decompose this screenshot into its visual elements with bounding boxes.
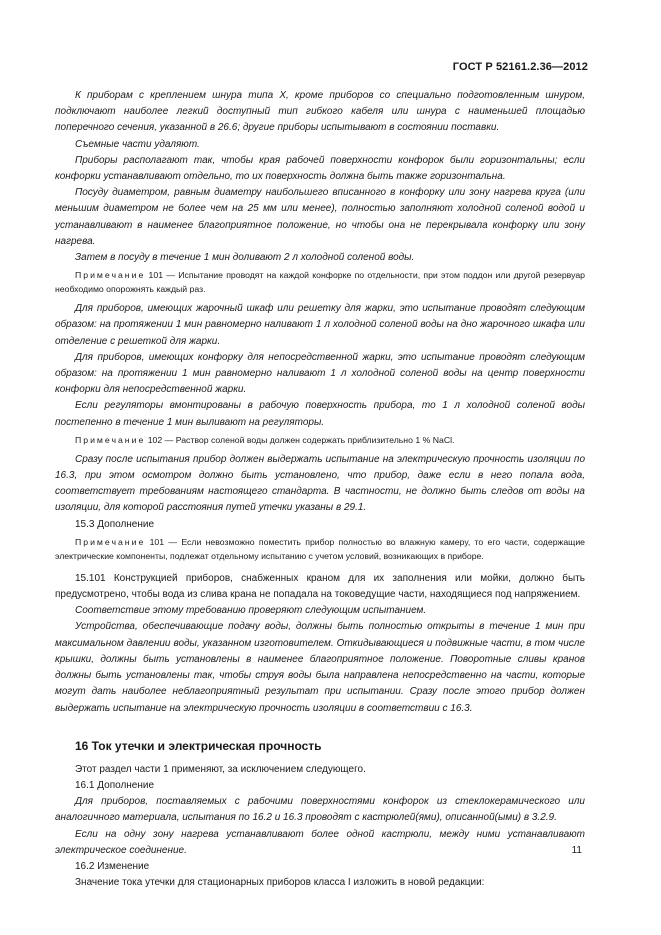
italic-paragraph: Если на одну зону нагрева устанавливают более одной кастрюли, между ними устанавливают электрическое соединение. bbox=[55, 828, 585, 856]
clause-paragraph: 15.101 Конструкцией приборов, снабженных краном для их заполнения или мойки, должно быть предусмотрено, чтобы вода из слива крана не попадала на токоведущие части, находящиеся под напряжением. bbox=[55, 572, 585, 601]
document-body bbox=[55, 88, 585, 891]
italic-paragraph: Соответствие этому требованию проверяют следующим испытанием. bbox=[75, 605, 427, 617]
section-heading: 16 Ток утечки и электрическая прочность bbox=[75, 738, 322, 753]
italic-paragraph: Съемные части удаляют. bbox=[75, 138, 200, 150]
note-label: Примечание bbox=[75, 270, 146, 281]
italic-paragraph: Если регуляторы вмонтированы в рабочую поверхность прибора, то 1 л холодной соленой воды постепенно в течение 1 мин выливают на регуляторы. bbox=[55, 400, 585, 428]
italic-paragraph: Затем в посуду в течение 1 мин доливают 2 л холодной соленой воды. bbox=[75, 252, 415, 264]
note-paragraph bbox=[55, 433, 585, 447]
standard-header: ГОСТ Р 52161.2.36—2012 bbox=[452, 61, 588, 73]
italic-paragraph: Посуду диаметром, равным диаметру наибольшего вписанного в конфорку или зону нагрева круга (или меньшим диаметром не более чем на 25 мм или менее), полностью заполняют холодной соленой водой и устанавливают в наименее благоприятное положение, но чтобы она не перекрывала конфорку или зону нагрева. bbox=[55, 187, 585, 247]
italic-paragraph: К приборам с креплением шнура типа X, кроме приборов со специально подготовленным шнуром, подключают наиболее легкий доступный тип гибкого кабеля или шнура с наименьшей площадью поперечного сечения, указанной в 26.6; другие приборы испытывают в состоянии поставки. bbox=[55, 90, 585, 134]
note-text: 102 — Раствор соленой воды должен содержать приблизительно 1 % NaCl. bbox=[145, 434, 455, 445]
note-paragraph bbox=[55, 268, 585, 296]
note-text: 101 — Испытание проводят на каждой конфорке по отдельности, при этом поддон или другой резервуар необходимо опорожнять каждый раз. bbox=[55, 270, 585, 295]
italic-paragraph: Приборы располагают так, чтобы края рабочей поверхности конфорок были горизонтальны; если конфорки устанавливают отдельно, то их поверхность должна быть также горизонтальна. bbox=[55, 154, 585, 183]
italic-paragraph: Устройства, обеспечивающие подачу воды, должны быть полностью открыты в течение 1 мин при максимальном давлении воды, указанном изготовителем. Откидывающиеся и подвижные части, в том числе крышки, должны быть установлены в наименее благоприятное положение. Поворотные сливы кранов должны быть установлены так, чтобы струя воды была направлена непосредственно на части, которые могут дать наиболее неблагоприятный результат при испытании. Сразу после этого прибор должен выдержать испытание на электрическую прочность изоляции в соответствии с 16.3. bbox=[55, 621, 585, 714]
text-paragraph: 16.1 Дополнение bbox=[75, 779, 155, 791]
note-label: Примечание bbox=[75, 434, 146, 445]
note-label: Примечание bbox=[75, 536, 146, 547]
note-paragraph bbox=[55, 535, 585, 563]
italic-paragraph: Для приборов, имеющих конфорку для непосредственной жарки, это испытание проводят следующим образом: на протяжении 1 мин равномерно наливают 1 л холодной соленой воды на центр поверхности конфорки для непосредственной жарки. bbox=[55, 351, 585, 396]
page-number: 11 bbox=[571, 845, 582, 856]
italic-paragraph: Для приборов, имеющих жарочный шкаф или решетку для жарки, это испытание проводят следующим образом: на протяжении 1 мин равномерно наливают 1 л холодной соленой воды на дно жарочного шкафа или отделение с решеткой для жарки. bbox=[55, 303, 585, 347]
note-text: 101 — Если невозможно поместить прибор полностью во влажную камеру, то его части, содержащие электрические компоненты, подлежат отдельному испытанию с учетом условий, возникающих в приборе. bbox=[55, 536, 585, 561]
italic-paragraph: Для приборов, поставляемых с рабочими поверхностями конфорок из стеклокерамического или аналогичного материала, испытания по 16.2 и 16.3 проводят с кастрюлей(ями), описанной(ыми) в 3.2.9. bbox=[55, 796, 585, 824]
text-paragraph: 16.2 Изменение bbox=[75, 860, 150, 872]
italic-paragraph: Сразу после испытания прибор должен выдержать испытание на электрическую прочность изоляции по 16.3, при этом осмотром должно быть установлено, что прибор, даже если в него попала вода, соответствует требованиям настоящего стандарта. В частности, не должно быть следов от воды на изоляции, для которой расстояния путей утечки указаны в 29.1. bbox=[55, 453, 585, 514]
text-paragraph: Значение тока утечки для стационарных приборов класса I изложить в новой редакции: bbox=[75, 877, 485, 889]
text-paragraph: Этот раздел части 1 применяют, за исключением следующего. bbox=[75, 763, 366, 775]
text-paragraph: 15.3 Дополнение bbox=[75, 518, 155, 530]
